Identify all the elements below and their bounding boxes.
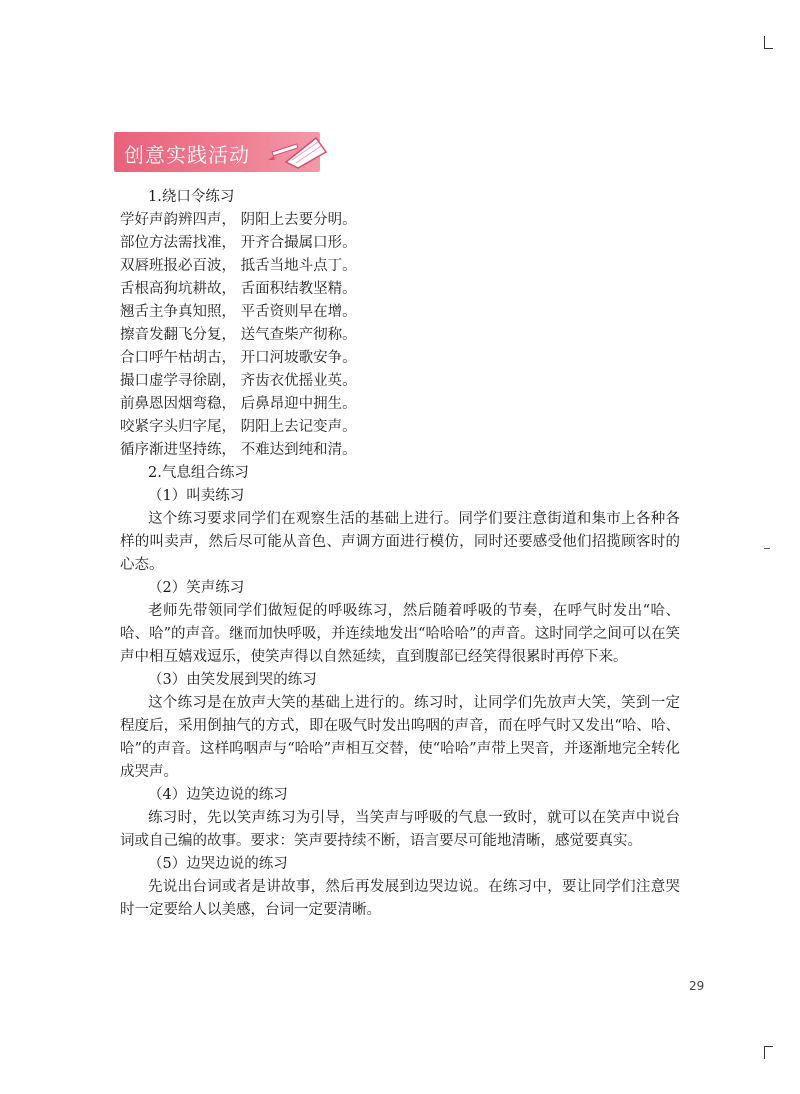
exercise-title: （1）叫卖练习 (148, 488, 245, 504)
verse-line: 撮口虚学寻徐剧， 齐齿衣优摇业英。 (120, 373, 357, 389)
verse-line: 学好声韵辨四声， 阴阳上去要分明。 (120, 212, 357, 228)
exercise-text: 这个练习要求同学们在观察生活的基础上进行。同学们要注意街道和集市上各种各样的叫卖声，然后尽可能从音色、声调方面进行模仿，同时还要感受他们招揽顾客时的心态。 (120, 511, 680, 573)
verse-line: 双唇班报必百波， 抵舌当地斗点丁。 (120, 258, 357, 274)
exercise-title: （2）笑声练习 (148, 580, 245, 596)
exercise-title: （5）边哭边说的练习 (148, 856, 288, 872)
crop-mark-top-right (764, 36, 773, 49)
page-content (120, 186, 680, 922)
verse-line: 前鼻恩因烟弯稳， 后鼻昂迎中拥生。 (120, 396, 357, 412)
section1-heading: 1.绕口令练习 (148, 189, 235, 205)
crop-mark-bottom-right (764, 1046, 773, 1059)
section-banner (114, 132, 330, 172)
verse-line: 合口呼午枯胡古， 开口河坡歌安争。 (120, 350, 357, 366)
exercise-title: （3）由笑发展到哭的练习 (148, 672, 317, 688)
side-tick-mark (764, 548, 770, 549)
verse-line: 翘舌主争真知照， 平舌资则早在增。 (120, 304, 357, 320)
banner-title: 创意实践活动 (124, 143, 250, 167)
section2-heading: 2.气息组合练习 (148, 465, 249, 481)
exercise-title: （4）边笑边说的练习 (148, 787, 288, 803)
verse-line: 擦音发翻飞分复， 送气查柴产彻称。 (120, 327, 357, 343)
exercise-text: 练习时，先以笑声练习为引导，当笑声与呼吸的气息一致时，就可以在笑声中说台词或自己编的故事。要求：笑声要持续不断，语言要尽可能地清晰，感觉要真实。 (120, 810, 680, 849)
verse-line: 舌根高狗坑耕故， 舌面积结教坚精。 (120, 281, 357, 297)
verse-line: 咬紧字头归字尾， 阴阳上去记变声。 (120, 419, 357, 435)
verse-line: 部位方法需找准， 开齐合撮属口形。 (120, 235, 357, 251)
exercise-text: 先说出台词或者是讲故事，然后再发展到边哭边说。在练习中，要让同学们注意哭时一定要给人以美感，台词一定要清晰。 (120, 879, 680, 918)
verse-line: 循序渐进坚持练， 不难达到纯和清。 (120, 442, 357, 458)
page-number: 29 (689, 979, 705, 993)
pen-and-paper-icon (264, 132, 330, 172)
exercise-text: 这个练习是在放声大笑的基础上进行的。练习时，让同学们先放声大笑，笑到一定程度后，采用倒抽气的方式，即在吸气时发出呜咽的声音，而在呼气时又发出“哈、哈、哈”的声音。这样呜咽声与“哈哈”声相互交替，使“哈哈”声带上哭音，并逐渐地完全转化成哭声。 (120, 695, 680, 780)
exercise-text: 老师先带领同学们做短促的呼吸练习，然后随着呼吸的节奏，在呼气时发出“哈、哈、哈”的声音。继而加快呼吸，并连续地发出“哈哈哈”的声音。这时同学之间可以在笑声中相互嬉戏逗乐，使笑声得以自然延续，直到腹部已经笑得很累时再停下来。 (120, 603, 680, 665)
